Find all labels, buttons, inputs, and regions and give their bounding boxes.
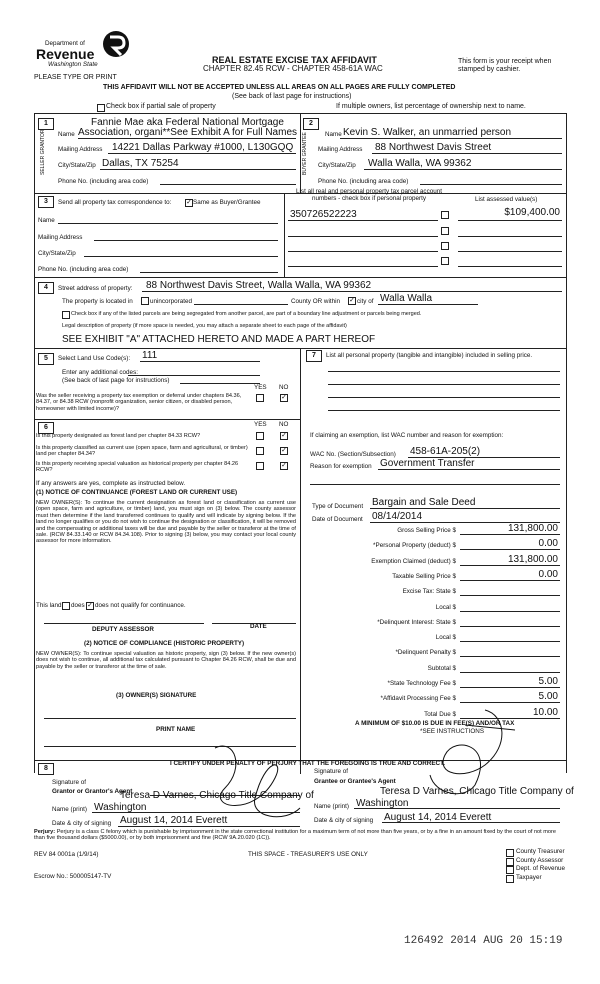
- rule: [328, 384, 560, 385]
- rule: [108, 153, 296, 154]
- rule: [460, 687, 560, 688]
- exemption-yes-checkbox[interactable]: [256, 394, 264, 402]
- grantee-name-label: Name (print): [314, 803, 349, 810]
- grantee-name: Washington: [356, 798, 409, 809]
- rule: [142, 291, 562, 292]
- legal-label: Legal description of property (if more space is needed, you may attach a separate sheet to each page of the affidavit): [62, 323, 347, 329]
- tax-row-value: 5.00: [538, 691, 558, 703]
- rule: [460, 702, 560, 703]
- tax-row-label: *Personal Property (deduct) $: [373, 542, 456, 550]
- rule: [44, 718, 296, 719]
- rule: [160, 184, 296, 185]
- does-label: does: [71, 602, 85, 609]
- rule: [372, 153, 562, 154]
- personal-property-checkbox[interactable]: [441, 211, 449, 219]
- forest-yes-checkbox[interactable]: [256, 432, 264, 440]
- yes-header-6: YES: [254, 421, 267, 428]
- does-qualify-checkbox[interactable]: [62, 602, 70, 610]
- buyer-city: Walla Walla, WA 99362: [368, 158, 472, 169]
- grantor-signature-icon: [195, 738, 305, 828]
- grantor-date-label: Date & city of signing: [52, 820, 112, 827]
- rule: [288, 251, 438, 252]
- rule: [420, 184, 562, 185]
- document-date: 08/14/2014: [372, 511, 423, 522]
- forest-question: Is this property designated as forest land per chapter 84.33 RCW?: [36, 433, 201, 439]
- distribution-label: County Treasurer: [516, 848, 565, 855]
- rule: [284, 193, 285, 277]
- rule: [458, 236, 562, 237]
- seller-name-label: Name: [58, 131, 75, 138]
- rule: [364, 169, 562, 170]
- form-title: REAL ESTATE EXCISE TAX AFFIDAVIT: [212, 55, 377, 65]
- see-back-5: (See back of last page for instructions): [62, 377, 170, 384]
- claim-exemption-label: If claiming an exemption, list WAC number and reason for exemption:: [310, 432, 504, 439]
- logo-dept: Department of: [45, 40, 85, 47]
- rule: [94, 240, 278, 241]
- unincorporated-checkbox[interactable]: [141, 297, 149, 305]
- rule: [566, 113, 567, 773]
- rule: [140, 361, 260, 362]
- forest-no-checkbox[interactable]: ✓: [281, 432, 287, 439]
- sec2-number: 2: [303, 118, 319, 130]
- current-use-no-checkbox[interactable]: ✓: [281, 447, 287, 454]
- perjury-text: Perjury is a class C felony which is punishable by imprisonment in the state correctional institution for a maximum term of not more than five years, or by a fine in an amount fixed by the court of not more than five thousand dollars ($5000.00), or by both imprisonment and fine (RCW 9A.20.020 (1C)).: [34, 829, 557, 842]
- grantor-agent: Teresa D Varnes, Chicago Title Company of: [120, 790, 314, 801]
- grantor-sig-label: Signature of: [52, 779, 86, 786]
- owner-signature-title: (3) OWNER(S) SIGNATURE: [116, 692, 197, 699]
- rule: [460, 565, 560, 566]
- tax-row-label: Total Due $: [424, 710, 456, 718]
- tax-row-label: *State Technology Fee $: [387, 680, 456, 687]
- escrow-number: Escrow No.: 500005147-TV: [34, 873, 112, 880]
- segregated-label: Check box if any of the listed parcels are being segregated from another parcel, are part of a boundary line adjustment or parcels being merged.: [71, 311, 422, 317]
- land-use-code: 111: [142, 350, 158, 361]
- corr-mail-label: Mailing Address: [38, 234, 83, 241]
- type-or-print: PLEASE TYPE OR PRINT: [34, 74, 117, 81]
- city-of-label: city of: [357, 298, 374, 305]
- tax-row-label: *Delinquent Penalty $: [395, 649, 456, 657]
- same-as-buyer-checkbox[interactable]: ✓: [186, 199, 192, 206]
- grantee-agent: Teresa D Varnes, Chicago Title Company of: [380, 786, 574, 797]
- notice-2-text: NEW OWNER(S): To continue special valuation as historic property, sign (3) below. If the new owner(s) does not wish to continue, all additional tax calculated pursuant to Chapter 84.26 RCW, shall be due and payable by the seller or transferor at the time of sale.: [36, 651, 296, 670]
- seller-name-2: Association, organi**See Exhibit A for Full Names: [78, 127, 297, 138]
- see-instructions: *SEE INSTRUCTIONS: [420, 728, 485, 735]
- seller-mail: 14221 Dallas Parkway #1000, L130GQQ: [112, 142, 294, 153]
- rule: [460, 641, 560, 642]
- minimum-fee-note: A MINIMUM OF $10.00 IS DUE IN FEE(S) AND/OR TAX: [355, 720, 515, 727]
- logo-state: Washington State: [48, 61, 98, 68]
- treasurer-space: THIS SPACE - TREASURER'S USE ONLY: [248, 851, 368, 858]
- yes-header-5: YES: [254, 384, 267, 391]
- rule: [354, 808, 560, 809]
- seller-name-1: Fannie Mae aka Federal National Mortgage: [91, 117, 284, 128]
- print-name-label: PRINT NAME: [156, 726, 196, 733]
- see-back: (See back of last page for instructions): [232, 93, 352, 100]
- rule: [328, 371, 560, 372]
- this-land-label: This land: [36, 602, 62, 609]
- rule: [44, 623, 204, 624]
- certify-statement: I CERTIFY UNDER PENALTY OF PERJURY THAT THE FOREGOING IS TRUE AND CORRECT.: [170, 760, 445, 767]
- seller-city-label: City/State/Zip: [58, 162, 96, 169]
- property-city: Walla Walla: [380, 293, 433, 304]
- tax-row-label: *Delinquent Interest: State $: [377, 618, 456, 626]
- receipt-note: This form is your receipt when stamped by cashier.: [458, 58, 552, 73]
- distribution-checkbox[interactable]: [506, 875, 514, 883]
- historic-yes-checkbox[interactable]: [256, 462, 264, 470]
- grantee-date: August 14, 2014 Everett: [384, 812, 492, 823]
- grantee-sig-label: Signature of: [314, 768, 348, 775]
- historic-question: Is this property receiving special valuation as historical property per chapter 84.26 RCW?: [36, 461, 239, 474]
- property-street: 88 Northwest Davis Street, Walla Walla, WA 99362: [146, 280, 372, 291]
- no-header-6: NO: [279, 421, 289, 428]
- grantee-date-label: Date & city of signing: [314, 817, 374, 824]
- rule: [180, 383, 260, 384]
- distribution-checkbox[interactable]: [506, 849, 514, 857]
- deputy-assessor: DEPUTY ASSESSOR: [92, 626, 154, 633]
- deputy-date: DATE: [250, 623, 267, 630]
- rule: [340, 138, 562, 139]
- rule: [328, 410, 560, 411]
- rule: [458, 251, 562, 252]
- tax-row-label: Taxable Selling Price $: [392, 572, 456, 580]
- rule: [378, 469, 560, 470]
- assessed-header: List assessed value(s): [475, 196, 538, 203]
- rule: [370, 508, 560, 509]
- buyer-name-label: Name: [325, 131, 342, 138]
- doc-date-label: Date of Document: [312, 516, 363, 523]
- tax-row-label: Local $: [435, 603, 456, 611]
- land-use-label: Select Land Use Code(s):: [58, 355, 131, 362]
- grantor-name-label: Name (print): [52, 806, 87, 813]
- current-use-yes-checkbox[interactable]: [256, 447, 264, 455]
- rev-number: REV 84 0001a (1/9/14): [34, 851, 99, 858]
- form-subtitle: CHAPTER 82.45 RCW - CHAPTER 458-61A WAC: [203, 64, 383, 73]
- buyer-name: Kevin S. Walker, an unmarried person: [343, 127, 512, 138]
- rule: [328, 397, 560, 398]
- sec4-number: 4: [38, 282, 54, 294]
- tax-row-value: 10.00: [532, 706, 558, 718]
- notice-2-title: (2) NOTICE OF COMPLIANCE (HISTORIC PROPERTY): [84, 640, 245, 647]
- doc-type-label: Type of Document: [312, 503, 364, 510]
- does-not-label: does not qualify for continuance.: [95, 602, 186, 609]
- recording-stamp: 126492 2014 AUG 20 15:19: [404, 935, 563, 947]
- additional-codes-label: Enter any additional codes:: [62, 369, 138, 376]
- rule: [288, 220, 438, 221]
- perjury-bold: Perjury:: [34, 829, 56, 835]
- segregated-checkbox[interactable]: [62, 311, 70, 319]
- document-type: Bargain and Sale Deed: [372, 497, 476, 508]
- buyer-side-label: BUYER GRANTEE: [302, 132, 308, 175]
- grantor-agent-label: Grantor or Grantor's Agent: [52, 788, 133, 795]
- partial-sale-checkbox[interactable]: [97, 104, 105, 112]
- buyer-mail-label: Mailing Address: [318, 146, 363, 153]
- rule: [140, 272, 278, 273]
- buyer-phone-label: Phone No. (including area code): [318, 178, 409, 185]
- grantor-name: Washington: [94, 802, 147, 813]
- rule: [378, 304, 478, 305]
- wac-number: 458-61A-205(2): [410, 446, 481, 457]
- assessed-value: $109,400.00: [504, 207, 560, 218]
- multi-owner-label: If multiple owners, list percentage of ownership next to name.: [336, 103, 526, 110]
- exemption-no-checkbox[interactable]: ✓: [281, 394, 287, 401]
- distribution-label: Taxpayer: [516, 873, 542, 881]
- buyer-mail: 88 Northwest Davis Street: [375, 142, 492, 153]
- located-label: The property is located in: [62, 298, 133, 305]
- unincorporated-label: unincorporated: [150, 298, 193, 305]
- rule: [34, 277, 566, 278]
- rule: [288, 266, 438, 267]
- exemption-question: Was the seller receiving a property tax exemption or deferral under chapters 84.36, 84.37, or 84.38 RCW (nonprofit organization, senior citizen, or disabled person, homeowner with limited income)?: [36, 393, 242, 412]
- personal-property-label: List all personal property (tangible and intangible) included in selling price.: [326, 352, 533, 359]
- sec1-number: 1: [38, 118, 54, 130]
- rule: [458, 220, 562, 221]
- tax-row-label: *Affidavit Processing Fee $: [380, 695, 456, 703]
- seller-side-label: SELLER GRANTOR: [40, 129, 46, 175]
- parcel-number: 350726522223: [290, 209, 357, 220]
- sec5-number: 5: [38, 353, 54, 365]
- tax-row-label: Exemption Claimed (deduct) $: [371, 557, 456, 565]
- personal-property-checkbox[interactable]: [441, 242, 449, 250]
- seller-city: Dallas, TX 75254: [102, 158, 179, 169]
- notice-1-title: (1) NOTICE OF CONTINUANCE (FOREST LAND OR CURRENT USE): [36, 489, 238, 496]
- county-label: County OR within: [291, 298, 340, 305]
- sec7-number: 7: [306, 350, 322, 362]
- no-header-5: NO: [279, 384, 289, 391]
- corr-phone-label: Phone No. (including area code): [38, 266, 129, 273]
- logo-mark-icon: [100, 28, 132, 60]
- same-as-buyer-label: Same as Buyer/Grantee: [193, 199, 261, 206]
- rule: [100, 169, 296, 170]
- rule: [460, 626, 560, 627]
- parcel-header: List all real and personal property tax parcel account numbers - check box if personal property: [296, 188, 442, 202]
- rule: [78, 138, 296, 139]
- sec6-number: 6: [38, 422, 54, 434]
- rule: [34, 113, 35, 773]
- rule: [460, 656, 560, 657]
- send-correspondence: Send all property tax correspondence to:: [58, 199, 172, 206]
- sec8-number: 8: [38, 763, 54, 775]
- tax-row-label: Subtotal $: [427, 664, 456, 672]
- personal-property-checkbox[interactable]: [441, 257, 449, 265]
- rule: [300, 113, 301, 193]
- tax-row-label: Gross Selling Price $: [397, 527, 456, 534]
- tax-row-value: 131,800.00: [507, 553, 558, 565]
- tax-row-value: 131,800.00: [507, 523, 558, 534]
- tax-row-label: Local $: [435, 634, 456, 642]
- rule: [128, 375, 260, 376]
- corr-name-label: Name: [38, 217, 55, 224]
- historic-no-checkbox[interactable]: ✓: [281, 462, 287, 469]
- grantee-agent-label: Grantee or Grantee's Agent: [314, 778, 396, 785]
- tax-row-value: 5.00: [538, 676, 558, 687]
- sec3-number: 3: [38, 196, 54, 208]
- does-not-qualify-checkbox[interactable]: ✓: [87, 602, 93, 609]
- personal-property-checkbox[interactable]: [441, 227, 449, 235]
- rule: [194, 304, 288, 305]
- partial-sale-label: Check box if partial sale of property: [106, 103, 216, 110]
- rule: [460, 580, 560, 581]
- corr-city-label: City/State/Zip: [38, 250, 76, 257]
- rule: [460, 595, 560, 596]
- tax-row-value: 0.00: [538, 538, 558, 550]
- current-use-question: Is this property classified as current use (open space, farm and agricultural, or timber) land per chapter 84.34?: [36, 445, 248, 458]
- rule: [288, 236, 438, 237]
- rule: [460, 672, 560, 673]
- distribution-label: County Assessor: [516, 856, 564, 864]
- rule: [460, 549, 560, 550]
- grantee-signature-icon: [415, 705, 525, 805]
- if-yes-note: If any answers are yes, complete as instructed below.: [36, 480, 186, 487]
- logo-revenue: Revenue: [36, 46, 95, 62]
- rule: [34, 419, 300, 420]
- distribution-label: Dept. of Revenue: [516, 865, 566, 872]
- rule: [460, 534, 560, 535]
- seller-phone-label: Phone No. (including area code): [58, 178, 149, 185]
- notice-1-text: NEW OWNER(S): To continue the current designation as forest land or classification as current use (open space, farm and agriculture, or timber) land, you must sign on (3) below. The county assessor must then determine if the land transferred continues to qualify and will indicate by signing below. If the land no longer qualifies or you do not wish to continue the designation or classification, it will be removed and the compensating or additional taxes will be due and payable by the seller or transferor at the time of sale. (RCW 84.33.140 or RCW 84.34.108). Prior to signing (3) below, you may contact your local county assessor for more information.: [36, 500, 296, 545]
- legal-description: SEE EXHIBIT "A" ATTACHED HERETO AND MADE A PART HEREOF: [62, 334, 376, 345]
- rule: [300, 348, 301, 774]
- grantor-date: August 14, 2014 Everett: [120, 815, 228, 826]
- exemption-reason: Government Transfer: [380, 458, 475, 469]
- distribution-checkbox[interactable]: [506, 858, 514, 866]
- rule: [460, 611, 560, 612]
- reason-label: Reason for exemption: [310, 463, 372, 470]
- wac-label: WAC No. (Section/Subsection): [310, 451, 396, 458]
- buyer-city-label: City/State/Zip: [318, 162, 356, 169]
- rule: [84, 256, 278, 257]
- tax-row-label: Excise Tax: State $: [402, 588, 456, 596]
- city-of-checkbox[interactable]: ✓: [349, 297, 355, 304]
- tax-row-value: 0.00: [538, 568, 558, 580]
- rule: [458, 266, 562, 267]
- warning: THIS AFFIDAVIT WILL NOT BE ACCEPTED UNLESS ALL AREAS ON ALL PAGES ARE FULLY COMPLETED: [103, 84, 456, 91]
- rule: [58, 223, 278, 224]
- rule: [310, 484, 560, 485]
- seller-mail-label: Mailing Address: [58, 146, 103, 153]
- rule: [382, 822, 560, 823]
- distribution-checkbox[interactable]: [506, 866, 514, 874]
- perjury-note: [34, 829, 566, 842]
- street-label: Street address of property:: [58, 285, 133, 292]
